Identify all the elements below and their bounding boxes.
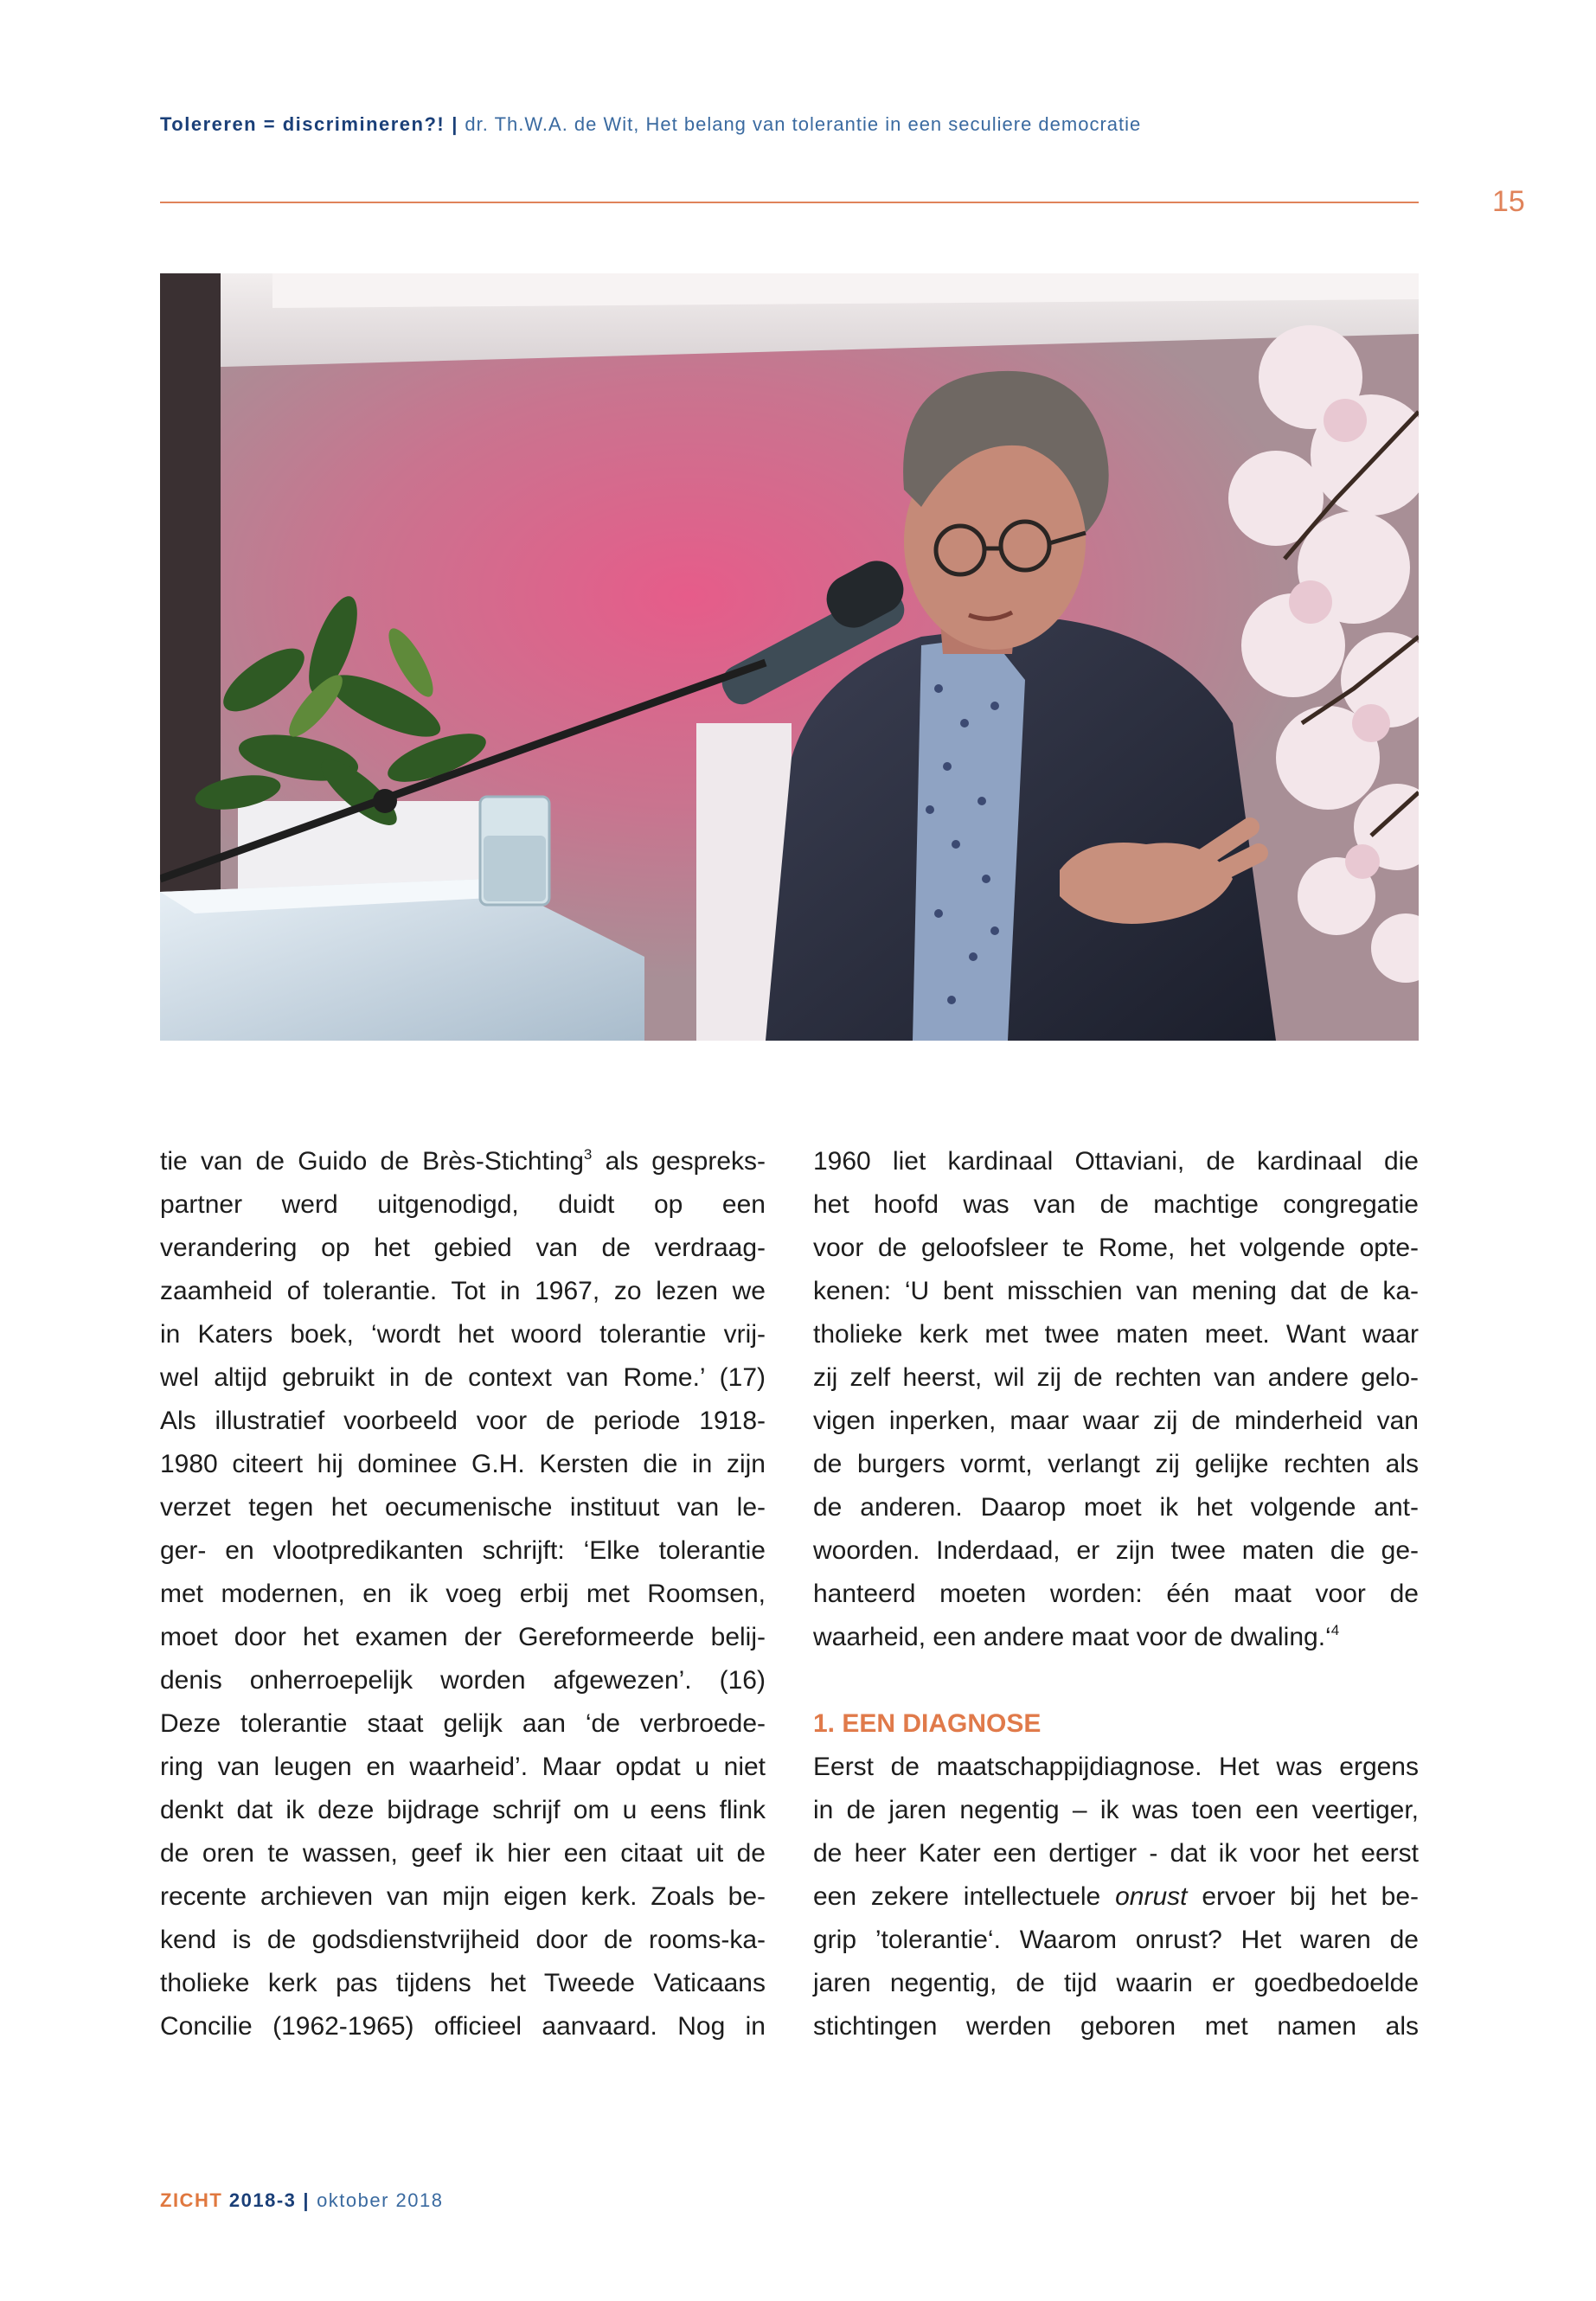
text-line: verzet tegen het oecumenische instituut van le- xyxy=(160,1493,766,1522)
text-line: een zekere intellectuele onrust ervoer bij het be- xyxy=(813,1882,1419,1911)
section-heading: 1. EEN DIAGNOSE xyxy=(813,1709,1042,1738)
text-line: ger- en vlootpredikanten schrijft: ‘Elke tolerantie xyxy=(160,1536,766,1565)
text-line: Concilie (1962-1965) officieel aanvaard. Nog in xyxy=(160,2012,766,2041)
text-line: kenen: ‘U bent misschien van mening dat de ka- xyxy=(813,1277,1419,1305)
text-line: in Katers boek, ‘wordt het woord tolerantie vrij- xyxy=(160,1320,766,1349)
text-line: in de jaren negentig – ik was toen een veertiger, xyxy=(813,1796,1419,1824)
text-line: Deze tolerantie staat gelijk aan ‘de verbroede- xyxy=(160,1709,766,1738)
text-line: wel altijd gebruikt in de context van Rome.’ (17) xyxy=(160,1363,766,1392)
header-rule xyxy=(160,202,1419,203)
text-line: de heer Kater een dertiger - dat ik voor het eerst xyxy=(813,1839,1419,1868)
text-line: recente archieven van mijn eigen kerk. Zoals be- xyxy=(160,1882,766,1911)
text-line: tie van de Guido de Brès-Stichting$^3$ als gespreks- xyxy=(160,1146,766,1176)
text-line: Als illustratief voorbeeld voor de periode 1918- xyxy=(160,1407,766,1435)
footnote-ref-3: 3 xyxy=(583,1146,593,1163)
text-line: Eerst de maatschappijdiagnose. Het was ergens xyxy=(813,1753,1419,1781)
text-line: tholieke kerk met twee maten meet. Want waar xyxy=(813,1320,1419,1349)
text-line: zaamheid of tolerantie. Tot in 1967, zo lezen we xyxy=(160,1277,766,1305)
article-info: dr. Th.W.A. de Wit, Het belang van tolerantie in een seculiere democratie xyxy=(465,113,1142,135)
text-line: partner werd uitgenodigd, duidt op een xyxy=(160,1190,766,1219)
header-separator: | xyxy=(452,113,458,135)
text-line: denis onherroepelijk worden afgewezen’. (16) xyxy=(160,1666,766,1695)
right-text-column xyxy=(813,1140,1419,2048)
text-line: moet door het examen der Gereformeerde belij- xyxy=(160,1623,766,1651)
page-number: 15 xyxy=(1492,185,1525,218)
left-text-column xyxy=(160,1140,766,2048)
footer-separator: | xyxy=(303,2189,311,2211)
page-footer xyxy=(160,2189,444,2212)
text-line: jaren negentig, de tijd waarin er goedbedoelde xyxy=(813,1969,1419,1997)
text-line: zij zelf heerst, wil zij de rechten van andere gelo- xyxy=(813,1363,1419,1392)
text-line: de burgers vormt, verlangt zij gelijke rechten als xyxy=(813,1450,1419,1478)
text-line: denkt dat ik deze bijdrage schrijf om u eens flink xyxy=(160,1796,766,1824)
text-line: de oren te wassen, geef ik hier een citaat uit de xyxy=(160,1839,766,1868)
emphasis: onrust xyxy=(1115,1882,1188,1911)
text-line: 1960 liet kardinaal Ottaviani, de kardinaal die xyxy=(813,1147,1419,1176)
text-line: hanteerd moeten worden: één maat voor de xyxy=(813,1580,1419,1608)
text-line: woorden. Inderdaad, er zijn twee maten die ge- xyxy=(813,1536,1419,1565)
text-line: de anderen. Daarop moet ik het volgende ant- xyxy=(813,1493,1419,1522)
text-line: 1980 citeert hij dominee G.H. Kersten die in zijn xyxy=(160,1450,766,1478)
text-line: met modernen, en ik voeg erbij met Roomsen, xyxy=(160,1580,766,1608)
speaker-photo xyxy=(160,273,1419,1041)
issue-number: 2018-3 xyxy=(228,2189,297,2211)
text-line: kend is de godsdienstvrijheid door de rooms-ka- xyxy=(160,1926,766,1954)
text-line: verandering op het gebied van de verdraag- xyxy=(160,1234,766,1262)
text-line: het hoofd was van de machtige congregatie xyxy=(813,1190,1419,1219)
text-line: stichtingen werden geboren met namen als xyxy=(813,2012,1419,2041)
text-line: vigen inperken, maar waar zij de minderheid van xyxy=(813,1407,1419,1435)
text-line: tholieke kerk pas tijdens het Tweede Vaticaans xyxy=(160,1969,766,1997)
running-header xyxy=(160,113,1141,136)
magazine-name: ZICHT xyxy=(160,2189,223,2211)
issue-date: oktober 2018 xyxy=(317,2189,444,2211)
text-line: grip ’tolerantie‘. Waarom onrust? Het waren de xyxy=(813,1926,1419,1954)
paragraph-gap xyxy=(813,1659,1419,1702)
series-title: Tolereren = discrimineren?! xyxy=(160,113,445,135)
text-line: waarheid, een andere maat voor de dwaling.‘$^4$ xyxy=(813,1622,1340,1651)
footnote-ref-4: 4 xyxy=(1330,1622,1340,1638)
text-line: voor de geloofsleer te Rome, het volgende opte- xyxy=(813,1234,1419,1262)
text-line: ring van leugen en waarheid’. Maar opdat u niet xyxy=(160,1753,766,1781)
